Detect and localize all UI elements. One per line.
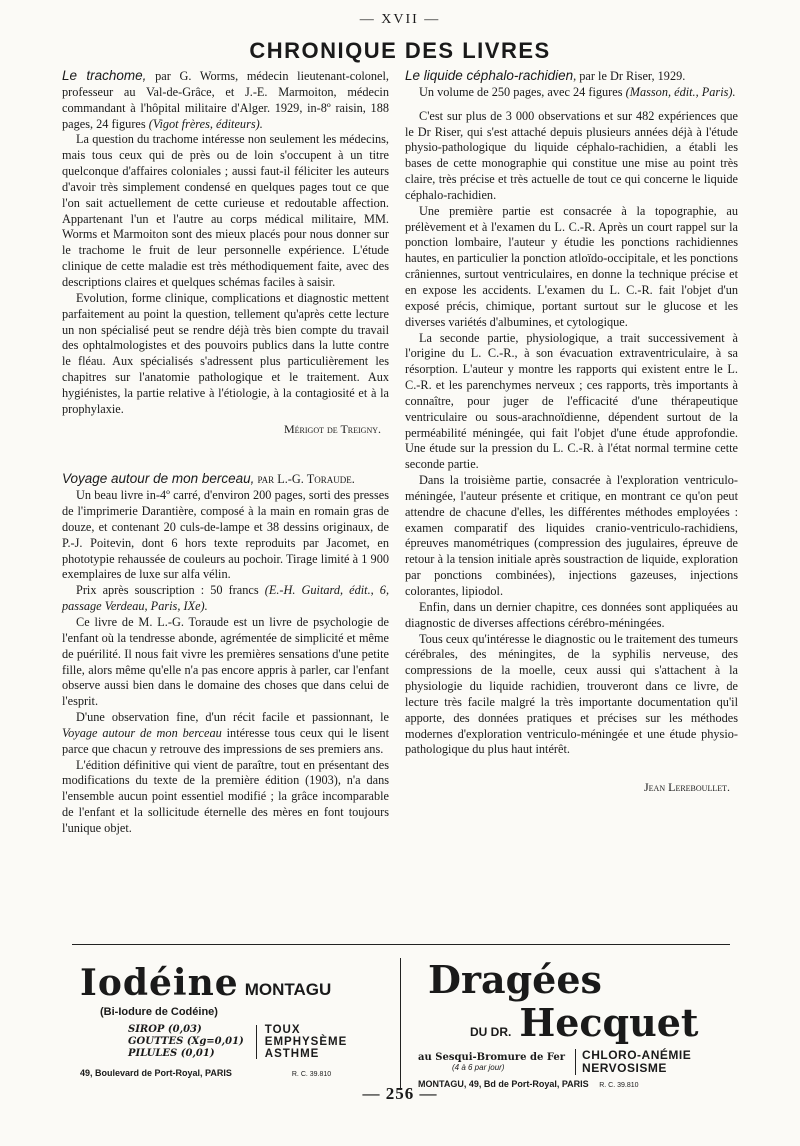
dragees-brand-top: Dragées [428,957,602,1002]
advert-dragees [418,958,738,1092]
dragees-du-dr: DU DR. [470,1025,512,1039]
dragees-code: R. C. 39.810 [599,1082,639,1089]
iodeine-code: R. C. 39.810 [291,1071,332,1078]
brace-icon [569,1049,576,1075]
dragees-address: MONTAGU, 49, Bd de Port-Royal, PARIS [418,1079,589,1089]
liquide-paragraph-4: Dans la troisième partie, consacrée à l'exploration ventriculo-méningée, l'auteur présente et critique, en montrant ce qu'on peut attendre de chacune d'elles, les différentes méthodes employées : examen comparatif des liquides cranio-ventriculo-rachidiens, épreuves manométriques (compression des jugulaires, épreuve de retour à la tension initiale après soustraction de liquide, exploration par ponctions combinées), injections gazeuses, injections colorantes, lipiodol. [405,473,738,598]
advert-column-divider [400,958,401,1090]
voyage-paragraph-1: Un beau livre in-4º carré, d'environ 200 pages, sorti des presses de l'imprimerie Darantière, composé à la main en romain gras de douze, et contenant 20 culs-de-lampe et 38 dessins originaux, de P.-J. Poitevin, dont 6 hors texte reproduits par Jacomet, en phototypie rehaussée de couleurs au pochoir. Tirage limité à 1 900 exemplaires de luxe sur alfa vélin. [62,488,389,582]
page-number: — 256 — [362,1084,438,1103]
dragees-brand-name: Hecquet [519,1000,699,1045]
page-folio: — XVII — [359,12,441,27]
brace-icon [250,1025,257,1059]
trachome-paragraph-2: Evolution, forme clinique, complications et diagnostic mettent parfaitement au point la question, tellement qu'après cette lecture un non spécialisé peut se rendre déjà très bien compte du travail des ophtalmologistes et des pouvoirs publics dans la lutte contre le fléau. Aux spécialisés s'adressent plus particulièrement les chapitres sur l'anatomie pathologique et le traitement. Aux hygiénistes, la partie relative à l'étiologie, à la contagiosité et à la prophylaxie. [62,290,389,416]
right-column [405,68,738,796]
left-column [62,68,389,837]
liquide-paragraph-6: Tous ceux qu'intéresse le diagnostic ou le traitement des tumeurs cérébrales, des méningites, de la syphilis nerveuse, des compressions de la moelle, ceux aussi qui s'attachent à la physiologie du liquide rachidien, trouveront dans ce livre, de lecture très facile malgré la très importante documentation qu'il apporte, des données pratiques et précises sur les méthodes modernes d'exploration ventriculo-méningée et une étude physio-pathologique du plus haut intérêt. [405,631,738,757]
liquide-paragraph-2: Une première partie est consacrée à la topographie, au prélèvement et à l'examen du L. C.-R. Après un court rappel sur la ponction lombaire, l'auteur y étudie les ponctions rachidiennes hautes, en particulier la ponction atloïdo-occipitale, et les ponctions crâniennes, surtout ventriculaires, en donne la technique précise et en expose les accidents. L'examen du L. C.-R. fait l'objet d'un exposé précis, chimique, portant surtout sur le glucose et les diverses variétés d'albumines, et cytologique. [405,203,738,329]
dragees-composition: au Sesqui-Bromure de Fer [418,1052,566,1063]
trachome-citation-text: par G. Worms, médecin lieutenant-colonel, professeur au Val-de-Grâce, et J.-E. Marmoiton, médecin commandant à l'hôpital militaire d'Alger. 1929, in-8º raisin, 188 pages, 24 figures [62,69,390,131]
liquide-citation-text: , par le Dr Riser, 1929. [573,69,686,83]
iodeine-indication: ASTHME [264,1048,320,1060]
voyage-paragraph-2: Ce livre de M. L.-G. Toraude est un livre de psychologie de l'enfant où la tendresse abonde, agrémentée de simplicité et même de puérilité. Il nous fait vivre les premières sensations d'une petite fille, alors même qu'elle n'a pas encore appris à parler, car l'enfant observe aussi bien dans le domaine des choses que dans celui de l'esprit. [62,615,389,709]
iodeine-form: GOUTTES (Xg=0,01) [128,1036,244,1047]
trachome-paragraph-1: La question du trachome intéresse non seulement les médecins, mais tous ceux qui de près ou de loin s'occupent à un titre quelconque d'affaires coloniales ; aussi faut-il féliciter les auteurs d'avoir très simplement condensé en quelques pages tout ce que l'on sait actuellement de cette curieuse et redoutable affection. Appartenant l'un et l'autre au corps médical militaire, MM. Worms et Marmoiton sont des mieux placés pour nous donner sur le trachome le fruit de leur personnelle expérience. L'étude clinique de cette maladie est très méthodiquement faite, avec des descriptions claires et quelques schémas faciles à saisir. [62,132,389,289]
book-title-voyage: Voyage autour de mon berceau, [62,471,255,487]
iodeine-form: PILULES (0,01) [128,1048,215,1059]
trachome-signature: Mérigot de Treigny. [284,421,381,436]
iodeine-address-line [80,1068,390,1078]
iodeine-indication: TOUX [264,1024,301,1036]
liquide-signature: Jean Lereboullet. [644,780,730,795]
liquide-citation [405,68,738,85]
liquide-publisher: (Masson, édit., Paris). [625,84,736,99]
dragees-composition-block [418,1052,565,1072]
dragees-dose: (4 à 6 par jour) [452,1063,505,1072]
book-title-liquide: Le liquide céphalo-rachidien [405,68,574,83]
voyage-p3-start: D'une observation fine, d'un récit facile et passionnant, le [76,710,389,725]
voyage-author: par L.-G. Toraude. [257,472,355,487]
dragees-indication: CHLORO-ANÉMIE [582,1048,692,1062]
advert-divider [72,944,730,945]
voyage-paragraph-4: L'édition définitive qui vient de paraître, tout en présentant des modifications du texte de la première édition (1903), n'a dans l'ensemble aucun point essentiel modifié ; la grâce incomparable de l'enfant et la sollicitude éternelle des mères en font toujours l'unique objet. [62,757,389,835]
dragees-indication: NERVOSISME [582,1061,667,1075]
advert-iodeine [80,962,390,1092]
iodeine-address: 49, Boulevard de Port-Royal, PARIS [80,1068,232,1078]
trachome-publisher: (Vigot frères, éditeurs). [148,116,263,131]
iodeine-indication: EMPHYSÈME [264,1036,348,1048]
dragees-indications [582,1049,691,1075]
voyage-citation [62,471,389,488]
iodeine-indications [265,1024,348,1060]
trachome-citation [62,68,389,132]
voyage-price-text: Prix après souscription : 50 francs [76,583,259,598]
liquide-paragraph-3: La seconde partie, physiologique, a trait successivement à l'origine du L. C.-R., à son évacuation extraventriculaire, à sa résorption. L'auteur y montre les rapports qui existent entre le L. C.-R. et les parenchymes nerveux ; ces rapports, très importants à connaître, pour juger de l'efficacité d'une thérapeutique ventriculaire ou sous-arachnoïdienne, dépendent surtout de la perméabilité méningée, qui fait l'objet d'une étude approfondie. Une étude sur la pression du L. C.-R. à l'état normal termine cette seconde partie. [405,330,738,472]
voyage-price-publisher: (E.-H. Guitard, édit., 6, passage Verdeau, Paris, IXe). [62,583,390,614]
liquide-paragraph-1: C'est sur plus de 3 000 observations et sur 482 expériences que le Dr Riser, qui s'est attaché depuis plusieurs années déjà à l'étude physio-pathologique du liquide céphalo-rachidien, a établi les bases de cette monographie qui constitue une mise au point très claire, très précise et très actuelle de tout ce qui concerne le liquide céphalo-rachidien. [405,108,738,202]
voyage-price [62,583,389,615]
section-title: CHRONIQUE DES LIVRES [249,38,551,63]
voyage-p3-end: intéresse tous ceux qui le lisent parce que chacun y retrouve des impressions de ses premiers ans. [62,725,389,756]
iodeine-maker: MONTAGU [244,980,332,999]
voyage-paragraph-3 [62,710,389,758]
iodeine-brand: Iodéine [80,962,239,1004]
book-title-trachome: Le trachome, [62,68,147,83]
voyage-p3-title: Voyage autour de mon berceau [62,725,222,740]
liquide-details [405,85,738,101]
iodeine-forms [128,1024,244,1060]
iodeine-subtitle: (Bi-Iodure de Codéine) [100,1006,218,1018]
liquide-paragraph-5: Enfin, dans un dernier chapitre, ces données sont appliquées au diagnostic de diverses affections cérébro-méningées. [405,599,738,630]
iodeine-form: SIROP (0,03) [128,1024,202,1035]
liquide-details-text: Un volume de 250 pages, avec 24 figures [419,84,623,99]
